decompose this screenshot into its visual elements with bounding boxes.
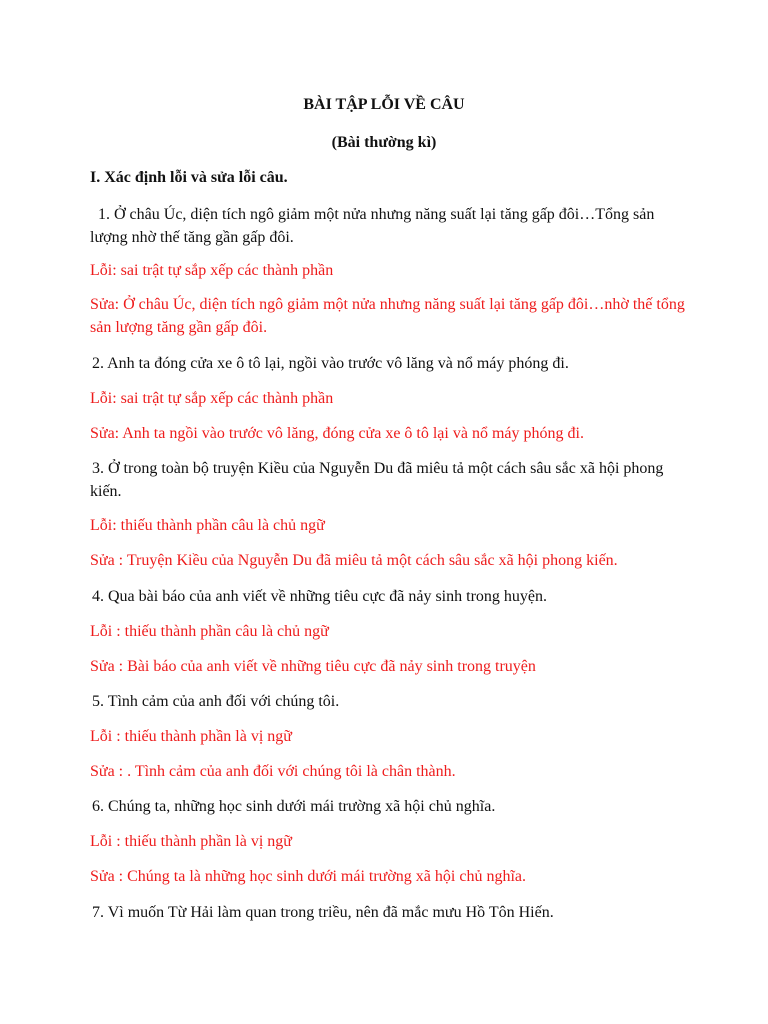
exercise-sentence-4: 4. Qua bài báo của anh viết về những tiêu cực đã nảy sinh trong huyện.	[92, 588, 547, 605]
fix-line-2: Sửa: Anh ta ngồi vào trước vô lăng, đóng cửa xe ô tô lại và nổ máy phóng đi.	[90, 425, 584, 442]
exercise-sentence-2: 2. Anh ta đóng cửa xe ô tô lại, ngồi vào trước vô lăng và nổ máy phóng đi.	[92, 355, 569, 372]
exercise-sentence-5: 5. Tình cảm của anh đối với chúng tôi.	[92, 693, 340, 710]
section-heading: I. Xác định lỗi và sửa lỗi câu.	[90, 169, 288, 186]
fix-line-6: Sửa : Chúng ta là những học sinh dưới mái trường xã hội chủ nghĩa.	[90, 868, 526, 885]
fix-line-1: Sửa: Ở châu Úc, diện tích ngô giảm một nửa nhưng năng suất lại tăng gấp đôi…nhờ thế tổng sản lượng tăng gần gấp đôi.	[90, 296, 685, 336]
error-line-1: Lỗi: sai trật tự sắp xếp các thành phần	[90, 262, 334, 279]
exercise-sentence-3: 3. Ở trong toàn bộ truyện Kiều của Nguyễn Du đã miêu tả một cách sâu sắc xã hội phong kiến.	[90, 460, 664, 500]
fix-line-4: Sửa : Bài báo của anh viết về những tiêu cực đã nảy sinh trong truyện	[90, 658, 536, 675]
exercise-sentence-6: 6. Chúng ta, những học sinh dưới mái trường xã hội chủ nghĩa.	[92, 798, 496, 815]
error-line-6: Lỗi : thiếu thành phần là vị ngữ	[90, 833, 292, 850]
error-line-2: Lỗi: sai trật tự sắp xếp các thành phần	[90, 390, 334, 407]
fix-line-3: Sửa : Truyện Kiều của Nguyễn Du đã miêu tả một cách sâu sắc xã hội phong kiến.	[90, 552, 618, 569]
error-line-4: Lỗi : thiếu thành phần câu là chủ ngữ	[90, 623, 329, 640]
fix-line-5: Sửa : . Tình cảm của anh đối với chúng tôi là chân thành.	[90, 763, 456, 780]
document-title: BÀI TẬP LỖI VỀ CÂU	[303, 96, 465, 113]
exercise-sentence-7: 7. Vì muốn Từ Hải làm quan trong triều, nên đã mắc mưu Hồ Tôn Hiến.	[92, 904, 554, 921]
exercise-sentence-1: 1. Ở châu Úc, diện tích ngô giảm một nửa nhưng năng suất lại tăng gấp đôi…Tổng sản lượng nhờ thế tăng gần gấp đôi.	[90, 206, 655, 246]
document-subtitle: (Bài thường kì)	[331, 134, 437, 151]
error-line-3: Lỗi: thiếu thành phần câu là chủ ngữ	[90, 517, 325, 534]
error-line-5: Lỗi : thiếu thành phần là vị ngữ	[90, 728, 292, 745]
